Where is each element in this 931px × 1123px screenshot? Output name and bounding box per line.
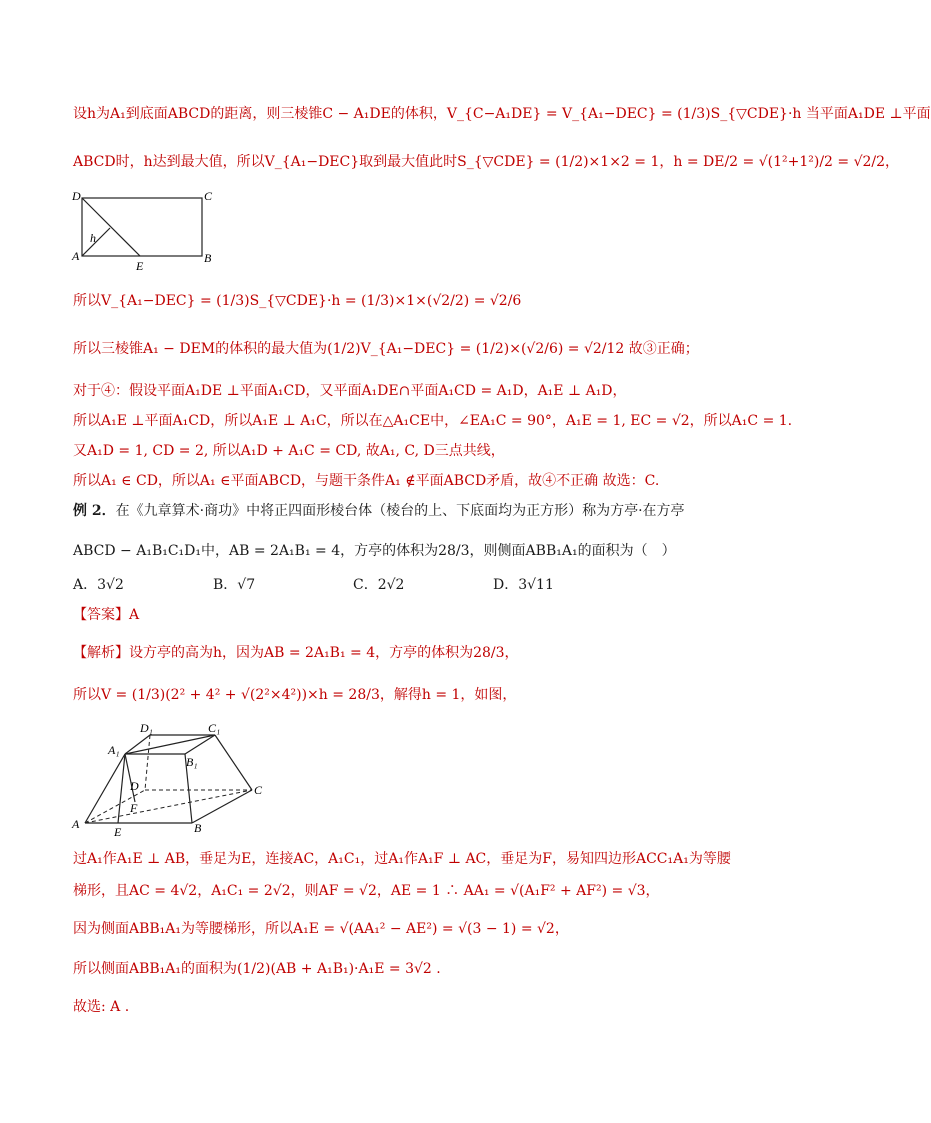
edge-b-c	[192, 790, 252, 823]
analysis-line-6: 所以侧面ABB₁A₁的面积为(1/2)(AB + A₁B₁)·A₁E = 3√2 .	[73, 961, 441, 977]
label-a: A	[72, 249, 80, 263]
option-a: A．3√2	[73, 577, 124, 593]
analysis-line-2: 所以V = (1/3)(2² + 4² + √(2²×4²))×h = 28/3，解得h = 1，如图，	[73, 687, 517, 703]
label-c: C	[254, 783, 263, 797]
example-2-question	[73, 500, 734, 522]
answer-line: 【答案】A	[73, 607, 140, 623]
label-c: C	[204, 189, 213, 203]
analysis-line-1	[73, 642, 734, 664]
label-h: h	[90, 231, 96, 245]
analysis-line-7: 故选: A .	[73, 999, 130, 1015]
question-line-2: ABCD − A₁B₁C₁D₁中，AB = 2A₁B₁ = 4，方亭的体积为28/3，则侧面ABB₁A₁的面积为（ ）	[73, 543, 676, 559]
analysis-line-4: 梯形，且AC = 4√2，A₁C₁ = 2√2，则AF = √2，AE = 1 ∴ AA₁ = √(A₁F² + AF²) = √3，	[73, 883, 660, 899]
text-line-1: 设h为A₁到底面ABCD的距离，则三棱锥C − A₁DE的体积，V_{C−A₁DE} = V_{A₁−DEC} = (1/3)S_{▽CDE}·h 当平面A₁DE ⊥平面	[73, 106, 931, 122]
example-text: 在《九章算术·商功》中将正四面形棱台体（棱台的上、下底面均为正方形）称为方亭·在方亭	[115, 503, 685, 519]
edge-a1-c1	[125, 735, 215, 754]
analysis-line-5: 因为侧面ABB₁A₁为等腰梯形，所以A₁E = √(AA₁² − AE²) = √(3 − 1) = √2，	[73, 921, 569, 937]
label-d: D	[130, 779, 139, 793]
label-e: E	[114, 825, 122, 839]
option-c: C．2√2	[353, 577, 405, 593]
label-e: E	[136, 259, 144, 273]
label-d: D	[72, 189, 81, 203]
rect-abcd	[82, 198, 202, 256]
label-b: B	[194, 821, 202, 835]
label-b1: B₁	[186, 755, 198, 769]
text-line-8: 所以A₁ ∈ CD，所以A₁ ∈平面ABCD，与题干条件A₁ ∉平面ABCD矛盾，故④不正确 故选：C.	[73, 473, 660, 489]
option-d: D．3√11	[493, 577, 554, 593]
text-line-3: 所以V_{A₁−DEC} = (1/3)S_{▽CDE}·h = (1/3)×1×(√2/2) = √2/6	[73, 293, 522, 309]
frustum-figure	[70, 720, 270, 840]
hidden-d1-d	[145, 735, 150, 790]
text-line-4: 所以三棱锥A₁ − DEM的体积的最大值为(1/2)V_{A₁−DEC} = (1/2)×(√2/6) = √2/12 故③正确；	[73, 341, 699, 357]
hidden-a-c	[85, 790, 252, 823]
segment-a1-f	[125, 754, 135, 802]
label-b: B	[204, 251, 212, 265]
segment-h	[82, 228, 110, 256]
options-row	[73, 574, 734, 596]
text-line-2: ABCD时，h达到最大值，所以V_{A₁−DEC}取到最大值此时S_{▽CDE} = (1/2)×1×2 = 1，h = DE/2 = √(1²+1²)/2 = √2/2，	[73, 154, 900, 170]
edge-c-c1	[215, 735, 252, 790]
label-f: F	[130, 801, 138, 815]
label-a: A	[72, 817, 80, 831]
text-line-5: 对于④：假设平面A₁DE ⊥平面A₁CD，又平面A₁DE∩平面A₁CD = A₁D，A₁E ⊥ A₁D，	[73, 383, 627, 399]
option-b: B．√7	[213, 577, 256, 593]
label-a1: A₁	[108, 743, 120, 757]
example-label: 例 2．	[73, 503, 116, 519]
analysis-label: 【解析】	[73, 645, 129, 661]
analysis-line-3: 过A₁作A₁E ⊥ AB，垂足为E，连接AC，A₁C₁，过A₁作A₁F ⊥ AC，垂足为F，易知四边形ACC₁A₁为等腰	[73, 851, 731, 867]
analysis-text: 设方亭的高为h，因为AB = 2A₁B₁ = 4，方亭的体积为28/3，	[129, 645, 519, 661]
label-c1: C₁	[208, 721, 221, 735]
rectangle-figure	[70, 188, 220, 274]
text-line-6: 所以A₁E ⊥平面A₁CD，所以A₁E ⊥ A₁C，所以在△A₁CE中，∠EA₁C = 90°，A₁E = 1, EC = √2，所以A₁C = 1.	[73, 413, 793, 429]
label-d1: D₁	[140, 721, 153, 735]
text-line-7: 又A₁D = 1, CD = 2, 所以A₁D + A₁C = CD, 故A₁, C, D三点共线，	[73, 443, 505, 459]
